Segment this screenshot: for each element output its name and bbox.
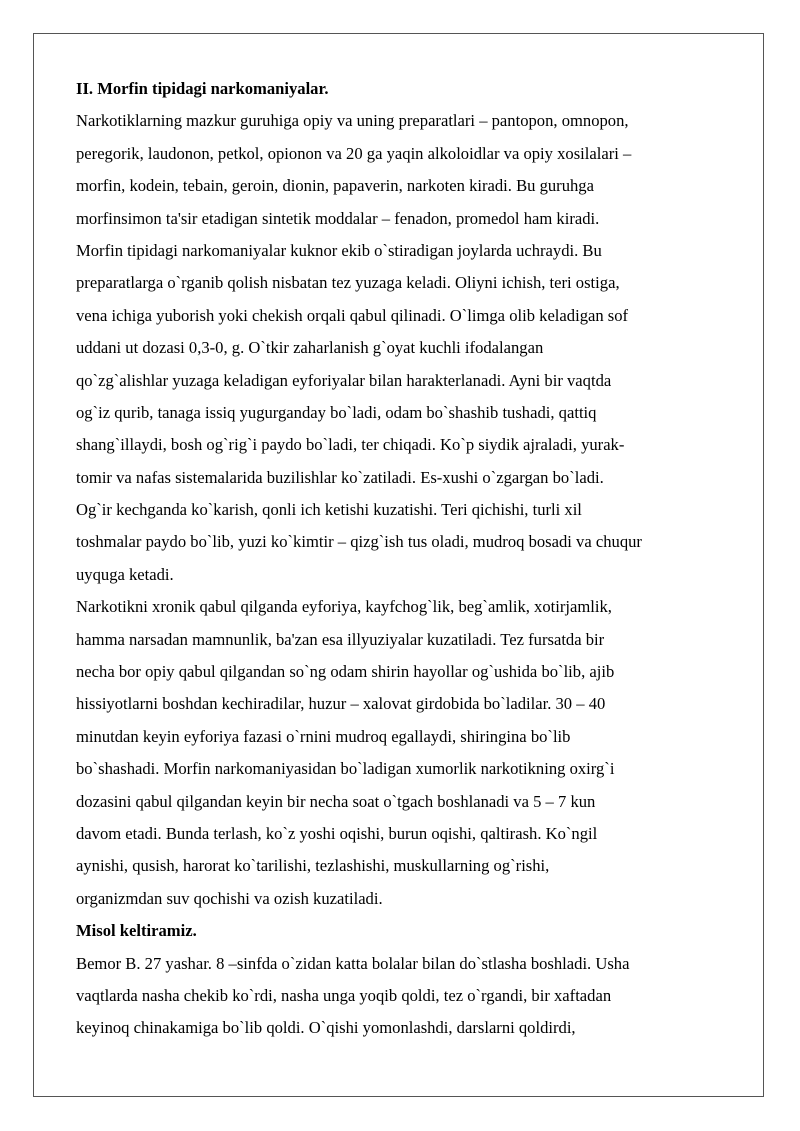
paragraph-line: keyinoq chinakamiga bo`lib qoldi. O`qishi yomonlashdi, darslarni qoldirdi, [76,1018,576,1038]
paragraph-line: minutdan keyin eyforiya fazasi o`rnini mudroq egallaydi, shiringina bo`lib [76,726,571,746]
paragraph-line: bo`shashadi. Morfin narkomaniyasidan bo`ladigan xumorlik narkotikning oxirg`i [76,759,615,779]
paragraph-line: hissiyotlarni boshdan kechiradilar, huzur – xalovat girdobida bo`ladilar. 30 – 40 [76,694,606,714]
paragraph-line: Og`ir kechganda ko`karish, qonli ich ketishi kuzatishi. Teri qichishi, turli xil [76,500,582,520]
section-heading: Misol keltiramiz. [76,921,197,941]
paragraph-line: Morfin tipidagi narkomaniyalar kuknor ekib o`stiradigan joylarda uchraydi. Bu [76,240,602,260]
paragraph-line: Bemor B. 27 yashar. 8 –sinfda o`zidan katta bolalar bilan do`stlasha boshladi. Usha [76,953,630,973]
section-heading: II. Morfin tipidagi narkomaniyalar. [76,79,329,98]
paragraph-line: organizmdan suv qochishi va ozish kuzatiladi. [76,888,383,908]
paragraph-line: shang`illaydi, bosh og`rig`i paydo bo`ladi, ter chiqadi. Ko`p siydik ajraladi, yurak- [76,435,625,455]
paragraph-line: vaqtlarda nasha chekib ko`rdi, nasha unga yoqib qoldi, tez o`rgandi, bir xaftadan [76,985,612,1005]
paragraph-line: Narkotiklarning mazkur guruhiga opiy va uning preparatlari – pantopon, omnopon, [76,111,629,131]
paragraph-line: hamma narsadan mamnunlik, ba'zan esa illyuziyalar kuzatiladi. Tez fursatda bir [76,629,605,649]
paragraph-line: qo`zg`alishlar yuzaga keladigan eyforiyalar bilan harakterlanadi. Ayni bir vaqtda [76,370,612,390]
paragraph-line: uddani ut dozasi 0,3-0, g. O`tkir zaharlanish g`oyat kuchli ifodalangan [76,338,544,358]
paragraph-line: davom etadi. Bunda terlash, ko`z yoshi oqishi, burun oqishi, qaltirash. Ko`ngil [76,823,598,843]
paragraph-line: vena ichiga yuborish yoki chekish orqali qabul qilinadi. O`limga olib keladigan sof [76,305,629,325]
paragraph-line: aynishi, qusish, harorat ko`tarilishi, tezlashishi, muskullarning og`rishi, [76,856,550,876]
paragraph-line: necha bor opiy qabul qilgandan so`ng odam shirin hayollar og`ushida bo`lib, ajib [76,662,615,682]
paragraph-line: preparatlarga o`rganib qolish nisbatan tez yuzaga keladi. Oliyni ichish, teri ostiga, [76,273,620,293]
paragraph-line: peregorik, laudonon, petkol, opionon va 20 ga yaqin alkoloidlar va opiy xosilalari – [76,143,632,163]
paragraph-line: uyquga ketadi. [76,564,174,584]
document-body [76,73,736,1045]
paragraph-line: og`iz qurib, tanaga issiq yugurganday bo`ladi, odam bo`shashib tushadi, qattiq [76,402,597,422]
paragraph-line: morfin, kodein, tebain, geroin, dionin, papaverin, narkoten kiradi. Bu guruhga [76,176,594,196]
paragraph-line: morfinsimon ta'sir etadigan sintetik moddalar – fenadon, promedol ham kiradi. [76,208,600,228]
paragraph-line: tomir va nafas sistemalarida buzilishlar ko`zatiladi. Es-xushi o`zgargan bo`ladi. [76,467,604,487]
paragraph-line: toshmalar paydo bo`lib, yuzi ko`kimtir – qizg`ish tus oladi, mudroq bosadi va chuqur [76,532,642,552]
paragraph-line: dozasini qabul qilgandan keyin bir necha soat o`tgach boshlanadi va 5 – 7 kun [76,791,596,811]
paragraph-line: Narkotikni xronik qabul qilganda eyforiya, kayfchog`lik, beg`amlik, xotirjamlik, [76,597,612,617]
